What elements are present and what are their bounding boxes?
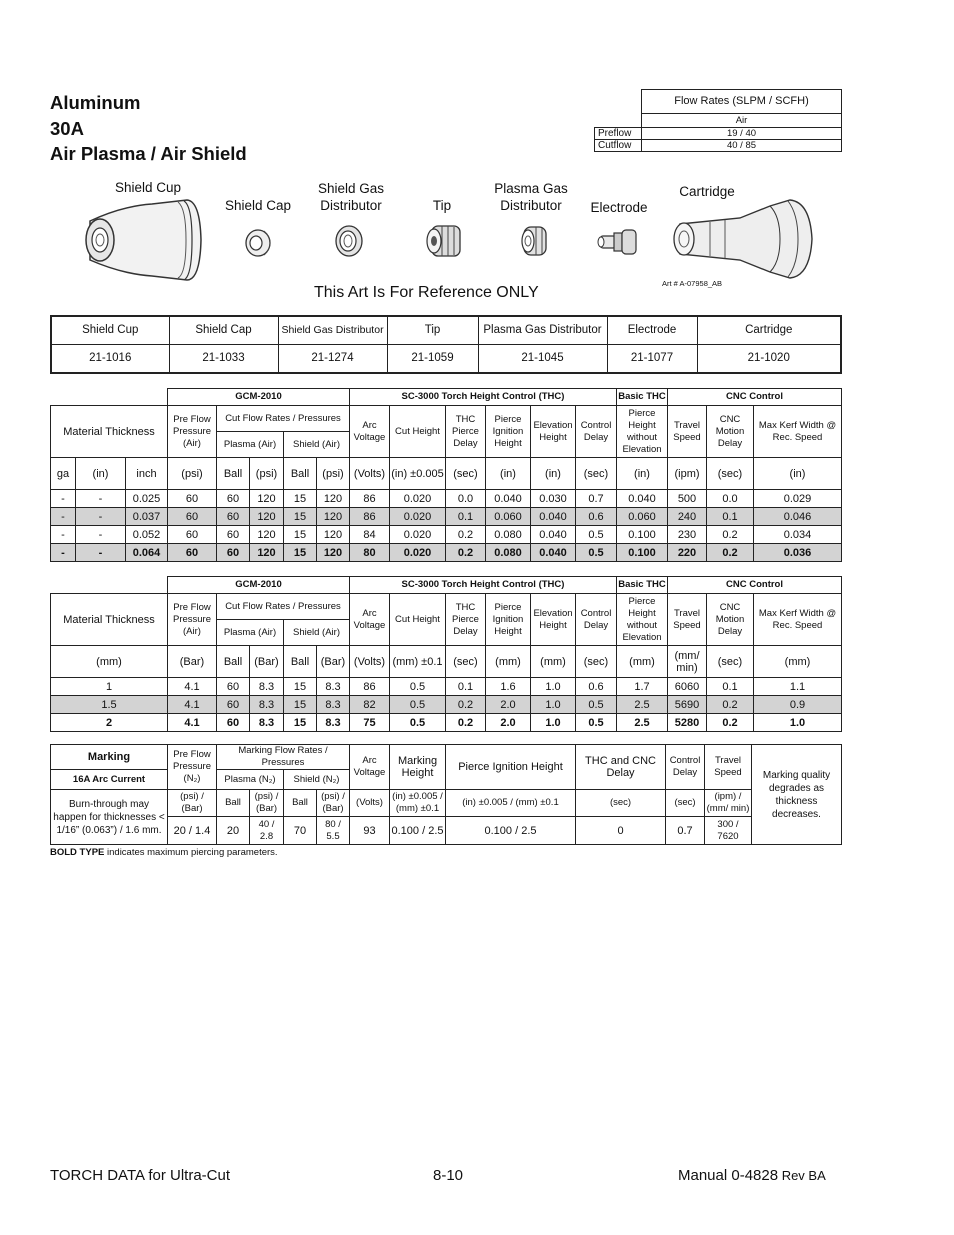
table-cell: 120: [317, 544, 350, 562]
marking-control-delay: Control Delay: [666, 745, 705, 790]
table-cell: (mm): [754, 646, 842, 678]
table-cell: (in) ±0.005 / (mm) ±0.1: [446, 790, 576, 817]
table-cell: 0.2: [446, 526, 486, 544]
table-cell: 15: [284, 490, 317, 508]
table-cell: (sec): [576, 646, 617, 678]
table-cell: (in): [531, 458, 576, 490]
table-cell: 93: [350, 817, 390, 845]
table-cell: 0.2: [707, 526, 754, 544]
table-cell: 0.7: [666, 817, 705, 845]
col-control-delay: Control Delay: [576, 406, 617, 458]
table-cell: 0.2: [707, 544, 754, 562]
table-cell: 40 / 2.8: [250, 817, 284, 845]
table-cell: 120: [250, 508, 284, 526]
metric-cut-table: [50, 576, 842, 732]
marking-thc-cnc-delay: THC and CNC Delay: [576, 745, 666, 790]
table-cell: 8.3: [317, 678, 350, 696]
table-cell: (sec): [446, 458, 486, 490]
shield-gas-distributor-icon: [334, 224, 364, 258]
col-plasma-air: Plasma (Air): [217, 620, 284, 646]
table-cell: 0.040: [531, 508, 576, 526]
col-material-thickness: Material Thickness: [51, 406, 168, 458]
table-cell: 0.080: [486, 544, 531, 562]
table-cell: 60: [217, 508, 250, 526]
col-elevation-height: Elevation Height: [531, 406, 576, 458]
col-pierce-height-no-elevation: Pierce Height without Elevation: [617, 594, 668, 646]
table-cell: 2.5: [617, 714, 668, 732]
table-cell: 2.5: [617, 696, 668, 714]
table-cell: 120: [317, 526, 350, 544]
cutflow-label: Cutflow: [595, 140, 642, 152]
title-current: 30A: [50, 117, 84, 139]
table-cell: 2.0: [486, 696, 531, 714]
table-cell: 2.0: [486, 714, 531, 732]
electrode-icon: [596, 228, 642, 256]
table-cell: 0.9: [754, 696, 842, 714]
table-cell: 15: [284, 526, 317, 544]
label-shield-gas-distributor: Shield Gas Distributor: [317, 181, 385, 213]
table-cell: 8.3: [250, 696, 284, 714]
table-cell: 60: [217, 490, 250, 508]
marking-title: Marking: [51, 745, 168, 770]
table-cell: 0.2: [446, 696, 486, 714]
table-cell: 120: [250, 490, 284, 508]
table-cell: 60: [168, 544, 217, 562]
table-cell: 0.2: [707, 696, 754, 714]
table-row: [51, 544, 842, 562]
col-pierce-height-no-elevation: Pierce Height without Elevation: [617, 406, 668, 458]
table-cell: 0.7: [576, 490, 617, 508]
table-cell: 0.080: [486, 526, 531, 544]
table-cell: 0.100: [617, 526, 668, 544]
table-cell: 86: [350, 678, 390, 696]
table-cell: (Volts): [350, 458, 390, 490]
table-cell: 0.1: [707, 678, 754, 696]
table-cell: 0.040: [531, 544, 576, 562]
table-cell: 20 / 1.4: [168, 817, 217, 845]
col-travel-speed: Travel Speed: [668, 406, 707, 458]
table-cell: (in): [486, 458, 531, 490]
parts-header-shield-gas-distributor: Shield Gas Distributor: [278, 316, 387, 344]
table-cell: 75: [350, 714, 390, 732]
parts-header-plasma-gas-distributor: Plasma Gas Distributor: [478, 316, 607, 344]
table-cell: 1.0: [531, 714, 576, 732]
table-cell: ga: [51, 458, 76, 490]
marking-pre-flow-pressure: Pre Flow Pressure (N₂): [168, 745, 217, 790]
table-cell: 1.0: [754, 714, 842, 732]
label-cartridge: Cartridge: [679, 184, 735, 199]
table-cell: 8.3: [250, 678, 284, 696]
table-cell: -: [76, 544, 126, 562]
table-cell: -: [51, 526, 76, 544]
table-cell: (mm): [617, 646, 668, 678]
table-cell: 1.6: [486, 678, 531, 696]
table-cell: (ipm): [668, 458, 707, 490]
table-cell: 0.6: [576, 508, 617, 526]
parts-header-electrode: Electrode: [607, 316, 697, 344]
group-header-sc3000: SC-3000 Torch Height Control (THC): [350, 577, 617, 594]
table-cell: 0.5: [576, 714, 617, 732]
table-cell: 60: [168, 526, 217, 544]
marking-quality-note: Marking quality degrades as thickness decreases.: [752, 745, 842, 845]
table-cell: 0.2: [446, 544, 486, 562]
col-control-delay: Control Delay: [576, 594, 617, 646]
table-cell: 0.034: [754, 526, 842, 544]
table-cell: 1: [51, 678, 168, 696]
table-cell: (psi) / (Bar): [168, 790, 217, 817]
table-cell: 15: [284, 544, 317, 562]
table-cell: (sec): [576, 790, 666, 817]
table-cell: 60: [168, 508, 217, 526]
table-cell: 0.100: [617, 544, 668, 562]
part-number: 21-1045: [478, 344, 607, 373]
table-row: [51, 490, 842, 508]
table-cell: 6060: [668, 678, 707, 696]
table-cell: Ball: [284, 646, 317, 678]
table-cell: 15: [284, 508, 317, 526]
col-pierce-ignition-height: Pierce Ignition Height: [486, 406, 531, 458]
table-cell: 0.020: [390, 508, 446, 526]
table-cell: 60: [217, 544, 250, 562]
table-cell: 5280: [668, 714, 707, 732]
table-cell: (in): [76, 458, 126, 490]
table-cell: 0.064: [126, 544, 168, 562]
table-cell: 120: [317, 490, 350, 508]
table-cell: 240: [668, 508, 707, 526]
table-cell: 1.7: [617, 678, 668, 696]
table-cell: (psi): [317, 458, 350, 490]
units-row: [51, 646, 842, 678]
table-cell: 0.5: [390, 714, 446, 732]
table-cell: (Volts): [350, 790, 390, 817]
table-cell: (Bar): [250, 646, 284, 678]
table-cell: 15: [284, 696, 317, 714]
table-row: [51, 714, 842, 732]
group-header-basic-thc: Basic THC: [617, 577, 668, 594]
table-cell: 4.1: [168, 714, 217, 732]
col-max-kerf-width: Max Kerf Width @ Rec. Speed: [754, 406, 842, 458]
table-cell: (mm): [531, 646, 576, 678]
table-cell: 500: [668, 490, 707, 508]
page-title: [50, 90, 247, 167]
table-cell: (mm/ min): [668, 646, 707, 678]
table-cell: (psi) / (Bar): [250, 790, 284, 817]
table-cell: 0.060: [486, 508, 531, 526]
table-cell: 0.020: [390, 490, 446, 508]
table-cell: 0.5: [576, 696, 617, 714]
table-cell: 220: [668, 544, 707, 562]
label-tip: Tip: [432, 198, 452, 213]
table-cell: 230: [668, 526, 707, 544]
flow-gas: Air: [642, 114, 842, 128]
group-header-gcm: GCM-2010: [168, 577, 350, 594]
table-cell: 0.0: [446, 490, 486, 508]
table-cell: (ipm) / (mm/ min): [705, 790, 752, 817]
table-cell: 86: [350, 508, 390, 526]
marking-table: [50, 744, 842, 845]
parts-header-shield-cap: Shield Cap: [169, 316, 278, 344]
col-cnc-motion-delay: CNC Motion Delay: [707, 594, 754, 646]
art-number: Art # A-07958_AB: [662, 279, 723, 288]
table-cell: 20: [217, 817, 250, 845]
flow-rates-table: [594, 89, 842, 152]
table-cell: 0.036: [754, 544, 842, 562]
shield-cup-icon: [82, 196, 204, 286]
table-cell: 0.040: [486, 490, 531, 508]
units-row: [51, 458, 842, 490]
table-cell: 70: [284, 817, 317, 845]
col-pierce-ignition-height: Pierce Ignition Height: [486, 594, 531, 646]
reference-note: This Art Is For Reference ONLY: [314, 284, 539, 301]
table-cell: 0.2: [707, 714, 754, 732]
table-cell: (mm) ±0.1: [390, 646, 446, 678]
table-cell: Ball: [284, 790, 317, 817]
preflow-value: 19 / 40: [642, 128, 842, 140]
table-cell: 0.100 / 2.5: [390, 817, 446, 845]
table-cell: 0.046: [754, 508, 842, 526]
table-row: [51, 508, 842, 526]
table-cell: 0.6: [576, 678, 617, 696]
table-cell: 0.1: [707, 508, 754, 526]
table-cell: 80 / 5.5: [317, 817, 350, 845]
table-row: [51, 526, 842, 544]
table-cell: 82: [350, 696, 390, 714]
label-shield-cup: Shield Cup: [114, 180, 182, 195]
col-cut-flow-rates: Cut Flow Rates / Pressures: [217, 406, 350, 432]
table-cell: 0: [576, 817, 666, 845]
table-cell: 4.1: [168, 678, 217, 696]
table-cell: 0.030: [531, 490, 576, 508]
table-cell: -: [76, 490, 126, 508]
group-header-sc3000: SC-3000 Torch Height Control (THC): [350, 389, 617, 406]
table-cell: 1.5: [51, 696, 168, 714]
table-cell: 0.1: [446, 678, 486, 696]
table-cell: 1.0: [531, 696, 576, 714]
table-cell: (mm): [486, 646, 531, 678]
table-cell: 300 / 7620: [705, 817, 752, 845]
table-cell: (in): [617, 458, 668, 490]
table-cell: (psi): [168, 458, 217, 490]
table-cell: 60: [168, 490, 217, 508]
part-number: 21-1077: [607, 344, 697, 373]
table-cell: 60: [217, 696, 250, 714]
table-cell: 0.025: [126, 490, 168, 508]
table-cell: 0.0: [707, 490, 754, 508]
table-cell: (in) ±0.005: [390, 458, 446, 490]
table-cell: 0.5: [390, 678, 446, 696]
table-cell: 0.037: [126, 508, 168, 526]
imperial-cut-table: [50, 388, 842, 562]
footer-page-number: 8-10: [433, 1167, 464, 1184]
table-cell: (sec): [576, 458, 617, 490]
table-cell: Ball: [217, 790, 250, 817]
footer-title: TORCH DATA for Ultra-Cut: [50, 1167, 231, 1184]
col-shield-air: Shield (Air): [284, 620, 350, 646]
table-cell: (psi) / (Bar): [317, 790, 350, 817]
col-cnc-motion-delay: CNC Motion Delay: [707, 406, 754, 458]
table-cell: (mm): [51, 646, 168, 678]
table-cell: (Bar): [317, 646, 350, 678]
table-cell: Ball: [217, 646, 250, 678]
col-pre-flow-pressure: Pre Flow Pressure (Air): [168, 406, 217, 458]
table-row: [51, 678, 842, 696]
table-cell: (sec): [666, 790, 705, 817]
table-cell: 60: [217, 678, 250, 696]
table-cell: (Volts): [350, 646, 390, 678]
parts-header-tip: Tip: [387, 316, 478, 344]
table-cell: 120: [317, 508, 350, 526]
col-thc-pierce-delay: THC Pierce Delay: [446, 406, 486, 458]
table-cell: 8.3: [317, 696, 350, 714]
table-cell: 80: [350, 544, 390, 562]
table-cell: -: [51, 508, 76, 526]
col-arc-voltage: Arc Voltage: [350, 594, 390, 646]
label-plasma-gas-distributor: Plasma Gas Distributor: [494, 181, 568, 213]
table-cell: 84: [350, 526, 390, 544]
table-row: [51, 696, 842, 714]
table-cell: 0.040: [617, 490, 668, 508]
table-cell: 0.2: [446, 714, 486, 732]
group-header-gcm: GCM-2010: [168, 389, 350, 406]
title-gases: Air Plasma / Air Shield: [50, 143, 247, 164]
table-cell: 1.0: [531, 678, 576, 696]
table-cell: 0.052: [126, 526, 168, 544]
col-thc-pierce-delay: THC Pierce Delay: [446, 594, 486, 646]
table-cell: inch: [126, 458, 168, 490]
table-cell: 120: [250, 544, 284, 562]
tip-icon: [424, 222, 466, 260]
footnote: BOLD TYPE indicates maximum piercing parameters.: [50, 847, 278, 858]
col-cut-height: Cut Height: [390, 406, 446, 458]
table-cell: 120: [250, 526, 284, 544]
marking-arc-voltage: Arc Voltage: [350, 745, 390, 790]
table-cell: 0.1: [446, 508, 486, 526]
part-number: 21-1059: [387, 344, 478, 373]
table-cell: 0.5: [390, 696, 446, 714]
table-cell: -: [76, 526, 126, 544]
table-cell: 0.020: [390, 526, 446, 544]
table-cell: 8.3: [317, 714, 350, 732]
shield-cap-icon: [244, 228, 272, 258]
col-pre-flow-pressure: Pre Flow Pressure (Air): [168, 594, 217, 646]
title-material: Aluminum: [50, 92, 141, 113]
table-cell: 0.029: [754, 490, 842, 508]
table-cell: 86: [350, 490, 390, 508]
table-cell: (sec): [707, 646, 754, 678]
table-cell: 8.3: [250, 714, 284, 732]
parts-header-cartridge: Cartridge: [697, 316, 841, 344]
preflow-label: Preflow: [595, 128, 642, 140]
parts-table: [50, 315, 842, 374]
marking-pierce-ignition-height: Pierce Ignition Height: [446, 745, 576, 790]
group-header-cnc: CNC Control: [668, 389, 842, 406]
col-material-thickness: Material Thickness: [51, 594, 168, 646]
marking-height: Marking Height: [390, 745, 446, 790]
col-arc-voltage: Arc Voltage: [350, 406, 390, 458]
part-number: 21-1020: [697, 344, 841, 373]
part-number: 21-1016: [51, 344, 169, 373]
marking-burn-through-note: Burn-through may happen for thicknesses < 1/16” (0.063”) / 1.6 mm.: [51, 790, 168, 845]
table-cell: -: [51, 544, 76, 562]
table-cell: Ball: [217, 458, 250, 490]
table-cell: 5690: [668, 696, 707, 714]
col-travel-speed: Travel Speed: [668, 594, 707, 646]
footer-manual: Manual 0-4828 Rev BA: [678, 1167, 826, 1184]
col-elevation-height: Elevation Height: [531, 594, 576, 646]
table-cell: (in): [754, 458, 842, 490]
table-cell: (Bar): [168, 646, 217, 678]
table-cell: Ball: [284, 458, 317, 490]
marking-flow-rates: Marking Flow Rates / Pressures: [217, 745, 350, 770]
parts-header-shield-cup: Shield Cup: [51, 316, 169, 344]
table-cell: (sec): [707, 458, 754, 490]
table-cell: 1.1: [754, 678, 842, 696]
table-cell: -: [51, 490, 76, 508]
table-cell: (in) ±0.005 / (mm) ±0.1: [390, 790, 446, 817]
plasma-gas-distributor-icon: [518, 224, 550, 258]
label-electrode: Electrode: [590, 200, 648, 215]
part-number: 21-1274: [278, 344, 387, 373]
table-cell: -: [76, 508, 126, 526]
flow-rates-header: Flow Rates (SLPM / SCFH): [642, 90, 842, 114]
table-cell: 0.100 / 2.5: [446, 817, 576, 845]
table-cell: 0.060: [617, 508, 668, 526]
col-cut-height: Cut Height: [390, 594, 446, 646]
table-cell: 0.5: [576, 544, 617, 562]
marking-plasma-n2: Plasma (N₂): [217, 770, 284, 790]
part-number: 21-1033: [169, 344, 278, 373]
table-cell: 60: [217, 526, 250, 544]
marking-current: 16A Arc Current: [51, 770, 168, 790]
table-cell: (sec): [446, 646, 486, 678]
group-header-cnc: CNC Control: [668, 577, 842, 594]
table-cell: 4.1: [168, 696, 217, 714]
marking-travel-speed: Travel Speed: [705, 745, 752, 790]
col-max-kerf-width: Max Kerf Width @ Rec. Speed: [754, 594, 842, 646]
table-cell: (psi): [250, 458, 284, 490]
table-cell: 0.040: [531, 526, 576, 544]
col-shield-air: Shield (Air): [284, 432, 350, 458]
table-cell: 2: [51, 714, 168, 732]
table-cell: 15: [284, 678, 317, 696]
table-cell: 0.5: [576, 526, 617, 544]
label-shield-cap: Shield Cap: [224, 198, 292, 213]
col-cut-flow-rates: Cut Flow Rates / Pressures: [217, 594, 350, 620]
table-cell: 60: [217, 714, 250, 732]
marking-shield-n2: Shield (N₂): [284, 770, 350, 790]
group-header-basic-thc: Basic THC: [617, 389, 668, 406]
cartridge-icon: [670, 196, 816, 282]
col-plasma-air: Plasma (Air): [217, 432, 284, 458]
table-cell: 15: [284, 714, 317, 732]
cutflow-value: 40 / 85: [642, 140, 842, 152]
table-cell: 0.020: [390, 544, 446, 562]
